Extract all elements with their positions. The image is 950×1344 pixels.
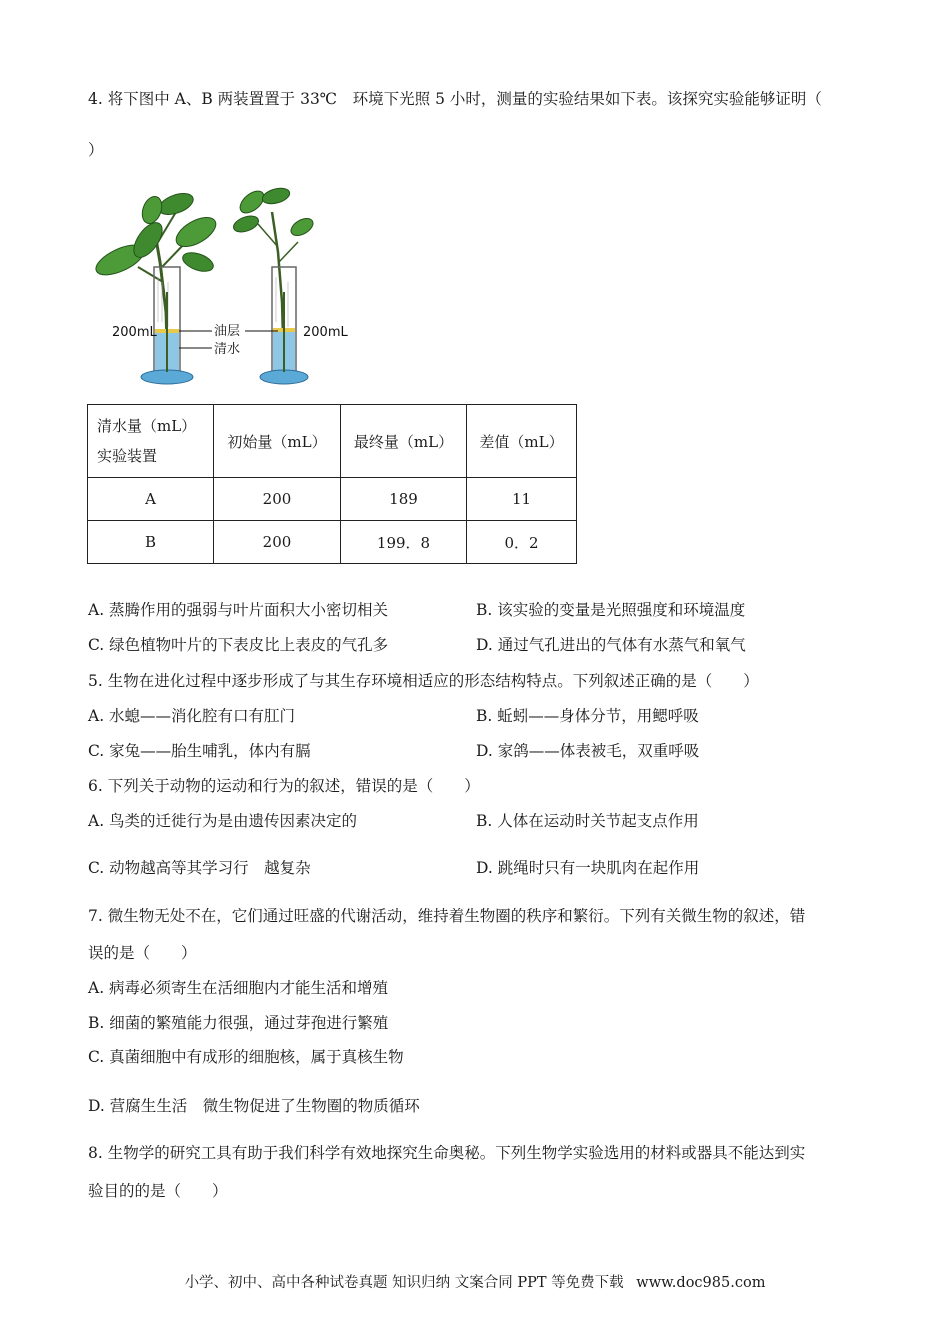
table-cell: 199．8: [341, 521, 467, 564]
label-left-volume: 200mL: [112, 325, 157, 340]
q7-stem-line2: 误的是（ ）: [88, 944, 197, 962]
q4-option-b[interactable]: B. 该实验的变量是光照强度和环境温度: [476, 601, 746, 619]
q8-stem-line2: 验目的的是（ ）: [88, 1182, 228, 1200]
table-cell: 11: [467, 478, 577, 521]
q5-stem: 5. 生物在进化过程中逐步形成了与其生存环境相适应的形态结构特点。下列叙述正确的是（ ）: [88, 672, 759, 690]
label-clear-water: 清水: [214, 342, 241, 357]
q7-option-a[interactable]: A. 病毒必须寄生在活细胞内才能生活和增殖: [88, 979, 389, 997]
table-cell: 200: [214, 478, 341, 521]
table-header-cell: 初始量（mL）: [214, 405, 341, 478]
table-cell: 189: [341, 478, 467, 521]
footer-link[interactable]: www.doc985.com: [636, 1275, 766, 1291]
q4-stem-line1: 4. 将下图中 A、B 两装置置于 33℃ 环境下光照 5 小时，测量的实验结果如下表。该探究实验能够证明（: [88, 90, 822, 108]
table-cell: 200: [214, 521, 341, 564]
results-table: [87, 404, 577, 564]
q7-stem-line1: 7. 微生物无处不在，它们通过旺盛的代谢活动，维持着生物圈的秩序和繁衍。下列有关微生物的叙述，错: [88, 907, 806, 925]
table-cell: 0．2: [467, 521, 577, 564]
page-footer: [0, 1271, 950, 1292]
q4-option-d[interactable]: D. 通过气孔进出的气体有水蒸气和氧气: [476, 636, 746, 654]
table-header-row: [88, 405, 577, 478]
footer-text: 小学、初中、高中各种试卷真题 知识归纳 文案合同 PPT 等免费下载: [184, 1275, 624, 1291]
q4-option-c[interactable]: C. 绿色植物叶片的下表皮比上表皮的气孔多: [88, 636, 389, 654]
q5-option-b[interactable]: B. 蚯蚓——身体分节，用鳃呼吸: [476, 707, 699, 725]
q6-option-d[interactable]: D. 跳绳时只有一块肌肉在起作用: [476, 859, 700, 877]
q8-stem-line1: 8. 生物学的研究工具有助于我们科学有效地探究生命奥秘。下列生物学实验选用的材料或器具不能达到实: [88, 1144, 806, 1162]
q7-option-b[interactable]: B. 细菌的繁殖能力很强，通过芽孢进行繁殖: [88, 1014, 389, 1032]
device-a-illustration: [92, 189, 221, 384]
q6-option-b[interactable]: B. 人体在运动时关节起支点作用: [476, 812, 699, 830]
q7-option-d[interactable]: D. 营腐生生活 微生物促进了生物圈的物质循环: [88, 1097, 420, 1115]
table-row: [88, 521, 577, 564]
table-cell: A: [88, 478, 214, 521]
table-header-cell: 最终量（mL）: [341, 405, 467, 478]
q6-option-a[interactable]: A. 鸟类的迁徙行为是由遗传因素决定的: [88, 812, 358, 830]
q5-option-c[interactable]: C. 家兔——胎生哺乳，体内有膈: [88, 742, 311, 760]
q4-stem-line2: ）: [88, 141, 104, 159]
table-header-cell: 差值（mL）: [467, 405, 577, 478]
label-oil-layer: 油层: [214, 324, 241, 339]
q5-option-d[interactable]: D. 家鸽——体表被毛，双重呼吸: [476, 742, 700, 760]
q4-option-a[interactable]: A. 蒸腾作用的强弱与叶片面积大小密切相关: [88, 601, 389, 619]
table-row: [88, 478, 577, 521]
experiment-figure: [88, 182, 358, 390]
q5-option-a[interactable]: A. 水螅——消化腔有口有肛门: [88, 707, 296, 725]
q6-option-c[interactable]: C. 动物越高等其学习行 越复杂: [88, 859, 311, 877]
table-header-corner: 清水量（mL） 实验装置: [88, 405, 214, 478]
table-cell: B: [88, 521, 214, 564]
q6-stem: 6. 下列关于动物的运动和行为的叙述，错误的是（ ）: [88, 777, 480, 795]
label-right-volume: 200mL: [303, 325, 348, 340]
q7-option-c[interactable]: C. 真菌细胞中有成形的细胞核，属于真核生物: [88, 1048, 404, 1066]
device-b-illustration: [231, 186, 316, 384]
